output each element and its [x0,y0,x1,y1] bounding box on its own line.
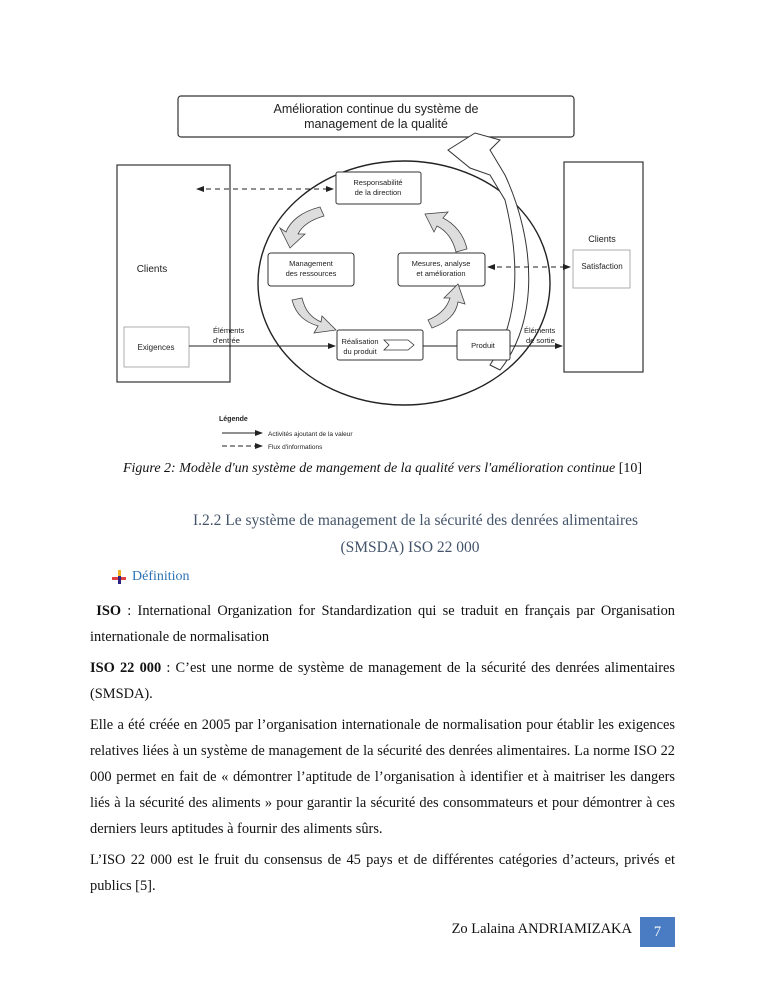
definition-label: Définition [132,569,190,584]
elements-sortie-line2: de sortie [526,336,555,345]
term: ISO 22 000 [90,660,162,676]
produit-label: Produit [471,341,495,350]
definition-text: : C’est une norme de système de management de la sécurité des denrées alimentaires (SMSDA). [90,660,675,702]
mesures-line1: Mesures, analyse [411,259,471,268]
legend-dashed-label: Flux d'informations [268,444,323,451]
paragraph-history: Elle a été créée en 2005 par l’organisation internationale de normalisation pour établir les exigences relatives liées à un système de management de la sécurité des denrées alimentaires. La norme ISO 22 000 permet en fait de « démontrer l’aptitude de l’organisation à identifier et à maitriser les dangers liés à la sécurité des aliments » pour garantir la sécurité des consommateurs et pour démontrer à ces derniers leurs aptitudes à fournir des aliments sûrs. [90,717,675,837]
paragraph-iso22000 [90,655,675,707]
page-number: 7 [640,917,675,947]
bullet-plus-icon [112,570,126,584]
realisation-line2: du produit [343,347,377,356]
paragraph-consensus: L’ISO 22 000 est le fruit du consensus de 45 pays et de différentes catégories d’acteurs, privés et publics [5]. [90,852,675,894]
section-heading-line1: I.2.2 Le système de management de la sécurité des denrées alimentaires [193,512,639,529]
management-line2: des ressources [285,269,337,278]
definition-bullet [112,569,190,585]
term: ISO [96,603,122,619]
management-line1: Management [289,259,333,268]
exigences-label: Exigences [137,343,175,352]
elements-sortie-line1: Éléments [524,326,556,335]
section-heading-line2: (SMSDA) ISO 22 000 [340,539,480,556]
right-clients-label: Clients [588,234,616,244]
caption-reference: [10] [618,461,643,476]
responsabilite-line1: Responsabilité [353,178,403,187]
caption-text: Figure 2: Modèle d'un système de mangement de la qualité vers l'amélioration continue [122,461,616,476]
left-clients-label: Clients [136,264,168,275]
realisation-line1: Réalisation [341,337,379,346]
top-box-line1: Amélioration continue du système de [273,102,479,116]
mesures-line2: et amélioration [416,269,466,278]
elements-entree-line1: Éléments [213,326,245,335]
figure-caption [0,461,765,477]
body-text [90,598,675,904]
satisfaction-label: Satisfaction [581,262,623,271]
author-name: Zo Lalaina ANDRIAMIZAKA [451,921,632,937]
elements-entree-line2: d'entrée [213,336,240,345]
definition-text: : International Organization for Standardization qui se traduit en français par Organisation internationale de normalisation [90,603,675,645]
paragraph-iso [90,598,675,650]
legend-solid-label: Activités ajoutant de la valeur [268,431,353,438]
responsabilite-line2: de la direction [354,188,402,197]
process-chevron-icon [384,340,414,350]
quality-management-diagram [0,0,765,460]
legend-title: Légende [219,416,248,423]
top-box-line2: management de la qualité [304,117,448,131]
